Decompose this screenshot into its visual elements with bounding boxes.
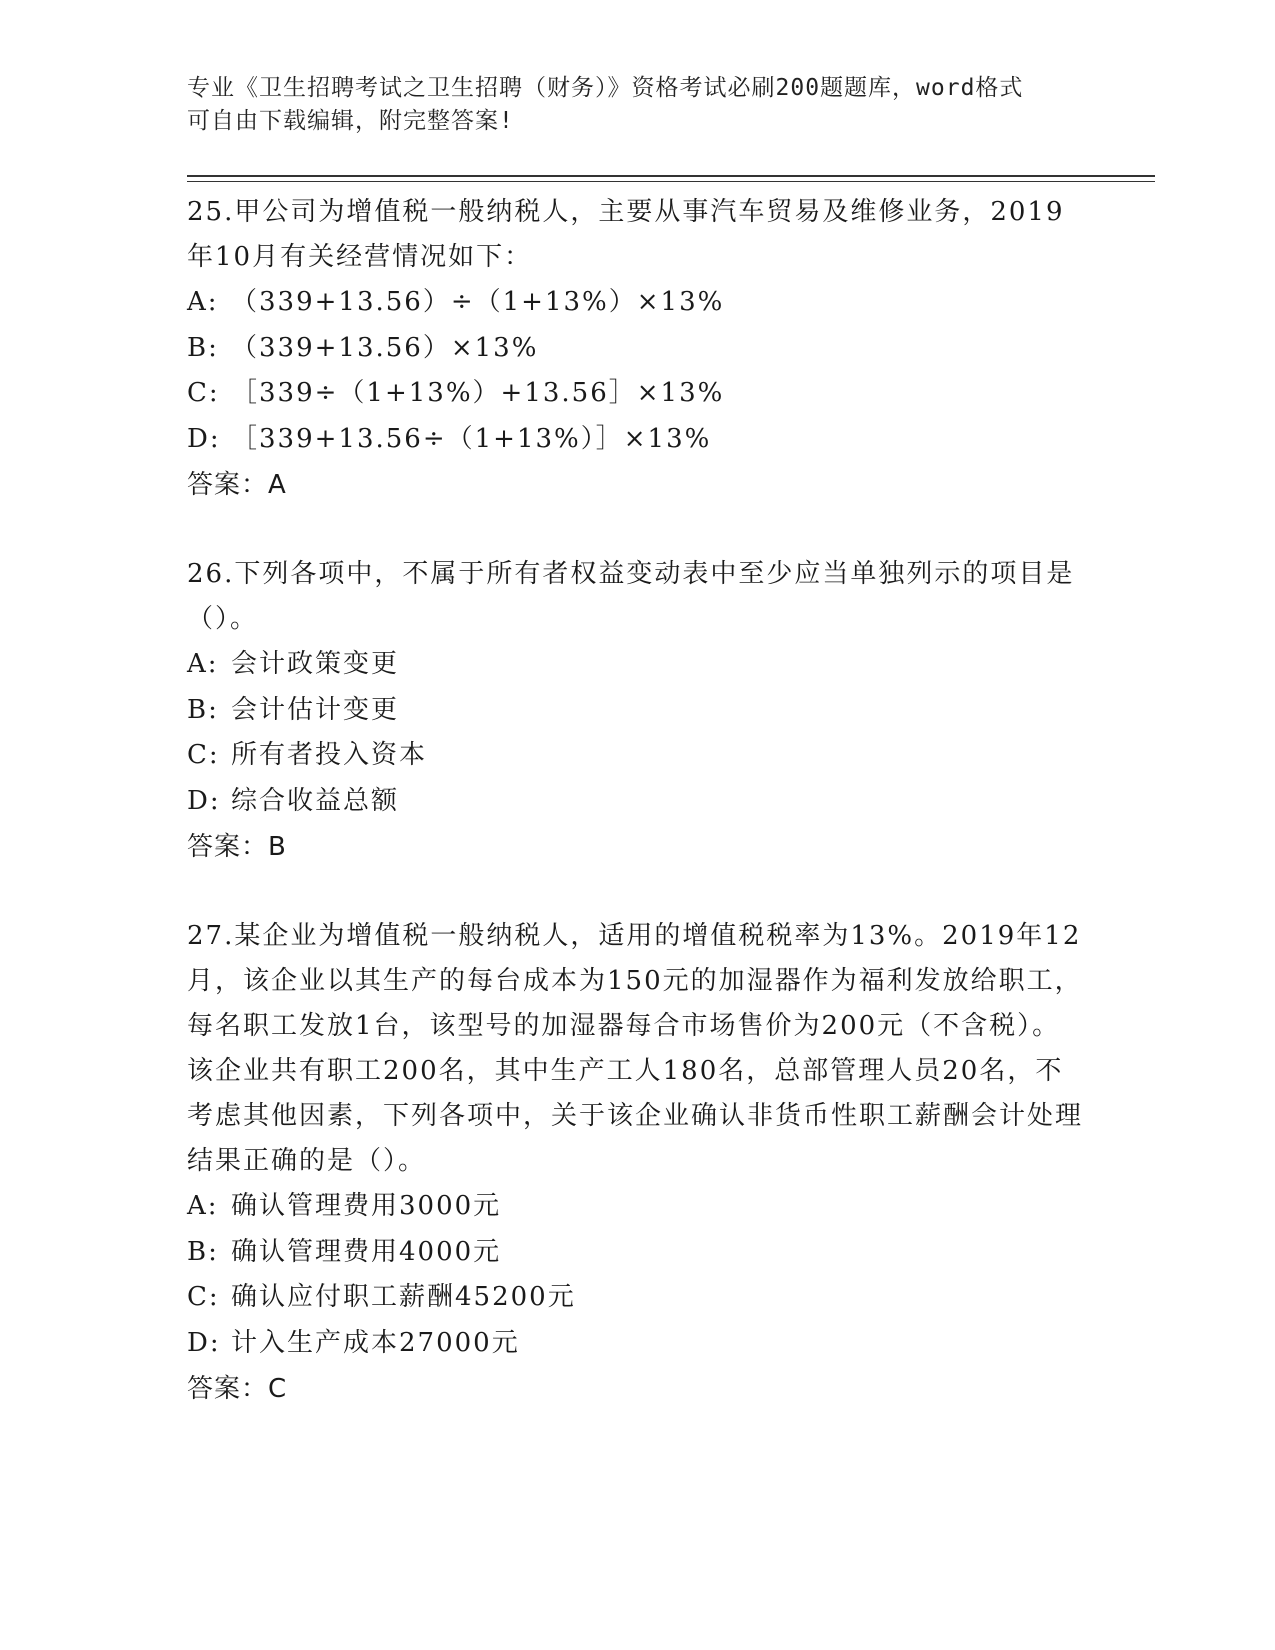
option-b xyxy=(187,326,1087,372)
question-stem: 27.某企业为增值税一般纳税人，适用的增值税税率为13%。2019年12月，该企业以其生产的每台成本为150元的加湿器作为福利发放给职工，每名职工发放1台，该型号的加湿器每合市场售价为200元（不含税）。该企业共有职工200名，其中生产工人180名，总部管理人员20名，不考虑其他因素，下列各项中，关于该企业确认非货币性职工薪酬会计处理结果正确的是（）。 xyxy=(187,921,1084,1176)
option-letter: C: xyxy=(187,740,220,770)
header-line-1: 专业《卫生招聘考试之卫生招聘（财务）》资格考试必刷200题题库，word格式 xyxy=(187,75,1024,101)
option-letter: A: xyxy=(187,287,219,317)
option-letter: B: xyxy=(187,332,219,363)
option-c xyxy=(187,1275,1087,1321)
option-a xyxy=(187,1184,1087,1230)
option-c xyxy=(187,371,1087,417)
option-letter: B: xyxy=(187,694,219,725)
option-c xyxy=(187,733,1087,779)
option-text: 计入生产成本27000元 xyxy=(231,1327,520,1358)
answer-label: 答案：A xyxy=(187,470,287,500)
option-letter: D: xyxy=(187,423,221,454)
answer-label: 答案：C xyxy=(187,1374,288,1404)
question-26 xyxy=(187,552,1087,870)
question-25 xyxy=(187,190,1087,508)
question-27 xyxy=(187,914,1087,1412)
option-d xyxy=(187,1321,1087,1367)
option-text: 所有者投入资本 xyxy=(231,740,428,770)
question-list xyxy=(187,190,1087,1412)
question-spacer xyxy=(187,870,1087,914)
option-d xyxy=(187,417,1087,463)
option-d xyxy=(187,779,1087,825)
option-text: ［339÷（1+13%）+13.56］×13% xyxy=(231,378,725,408)
option-text: 综合收益总额 xyxy=(231,785,400,816)
option-letter: D: xyxy=(187,1327,221,1358)
question-stem: 26.下列各项中，不属于所有者权益变动表中至少应当单独列示的项目是（）。 xyxy=(187,559,1075,634)
option-text: （339+13.56）÷（1+13%）×13% xyxy=(231,287,725,317)
answer-label: 答案：B xyxy=(187,832,287,862)
option-text: ［339+13.56÷（1+13%）］×13% xyxy=(231,423,712,454)
option-letter: A: xyxy=(187,1191,219,1221)
option-letter: C: xyxy=(187,1282,220,1312)
option-b xyxy=(187,1230,1087,1276)
question-stem: 25.甲公司为增值税一般纳税人，主要从事汽车贸易及维修业务，2019年10月有关经营情况如下： xyxy=(187,197,1065,272)
option-text: 会计估计变更 xyxy=(231,694,400,725)
option-text: （339+13.56）×13% xyxy=(231,332,539,363)
option-letter: D: xyxy=(187,785,221,816)
question-spacer xyxy=(187,508,1087,552)
header-divider-thin xyxy=(187,181,1155,182)
header-line-2: 可自由下载编辑，附完整答案! xyxy=(187,108,514,134)
option-a xyxy=(187,280,1087,326)
option-text: 确认应付职工薪酬45200元 xyxy=(231,1282,576,1312)
document-header xyxy=(187,72,1067,138)
option-text: 确认管理费用3000元 xyxy=(231,1191,502,1221)
option-text: 会计政策变更 xyxy=(231,649,400,679)
option-letter: C: xyxy=(187,378,220,408)
option-letter: B: xyxy=(187,1236,219,1267)
option-b xyxy=(187,688,1087,734)
option-letter: A: xyxy=(187,649,219,679)
header-divider-thick xyxy=(187,175,1155,177)
option-a xyxy=(187,642,1087,688)
option-text: 确认管理费用4000元 xyxy=(231,1236,502,1267)
